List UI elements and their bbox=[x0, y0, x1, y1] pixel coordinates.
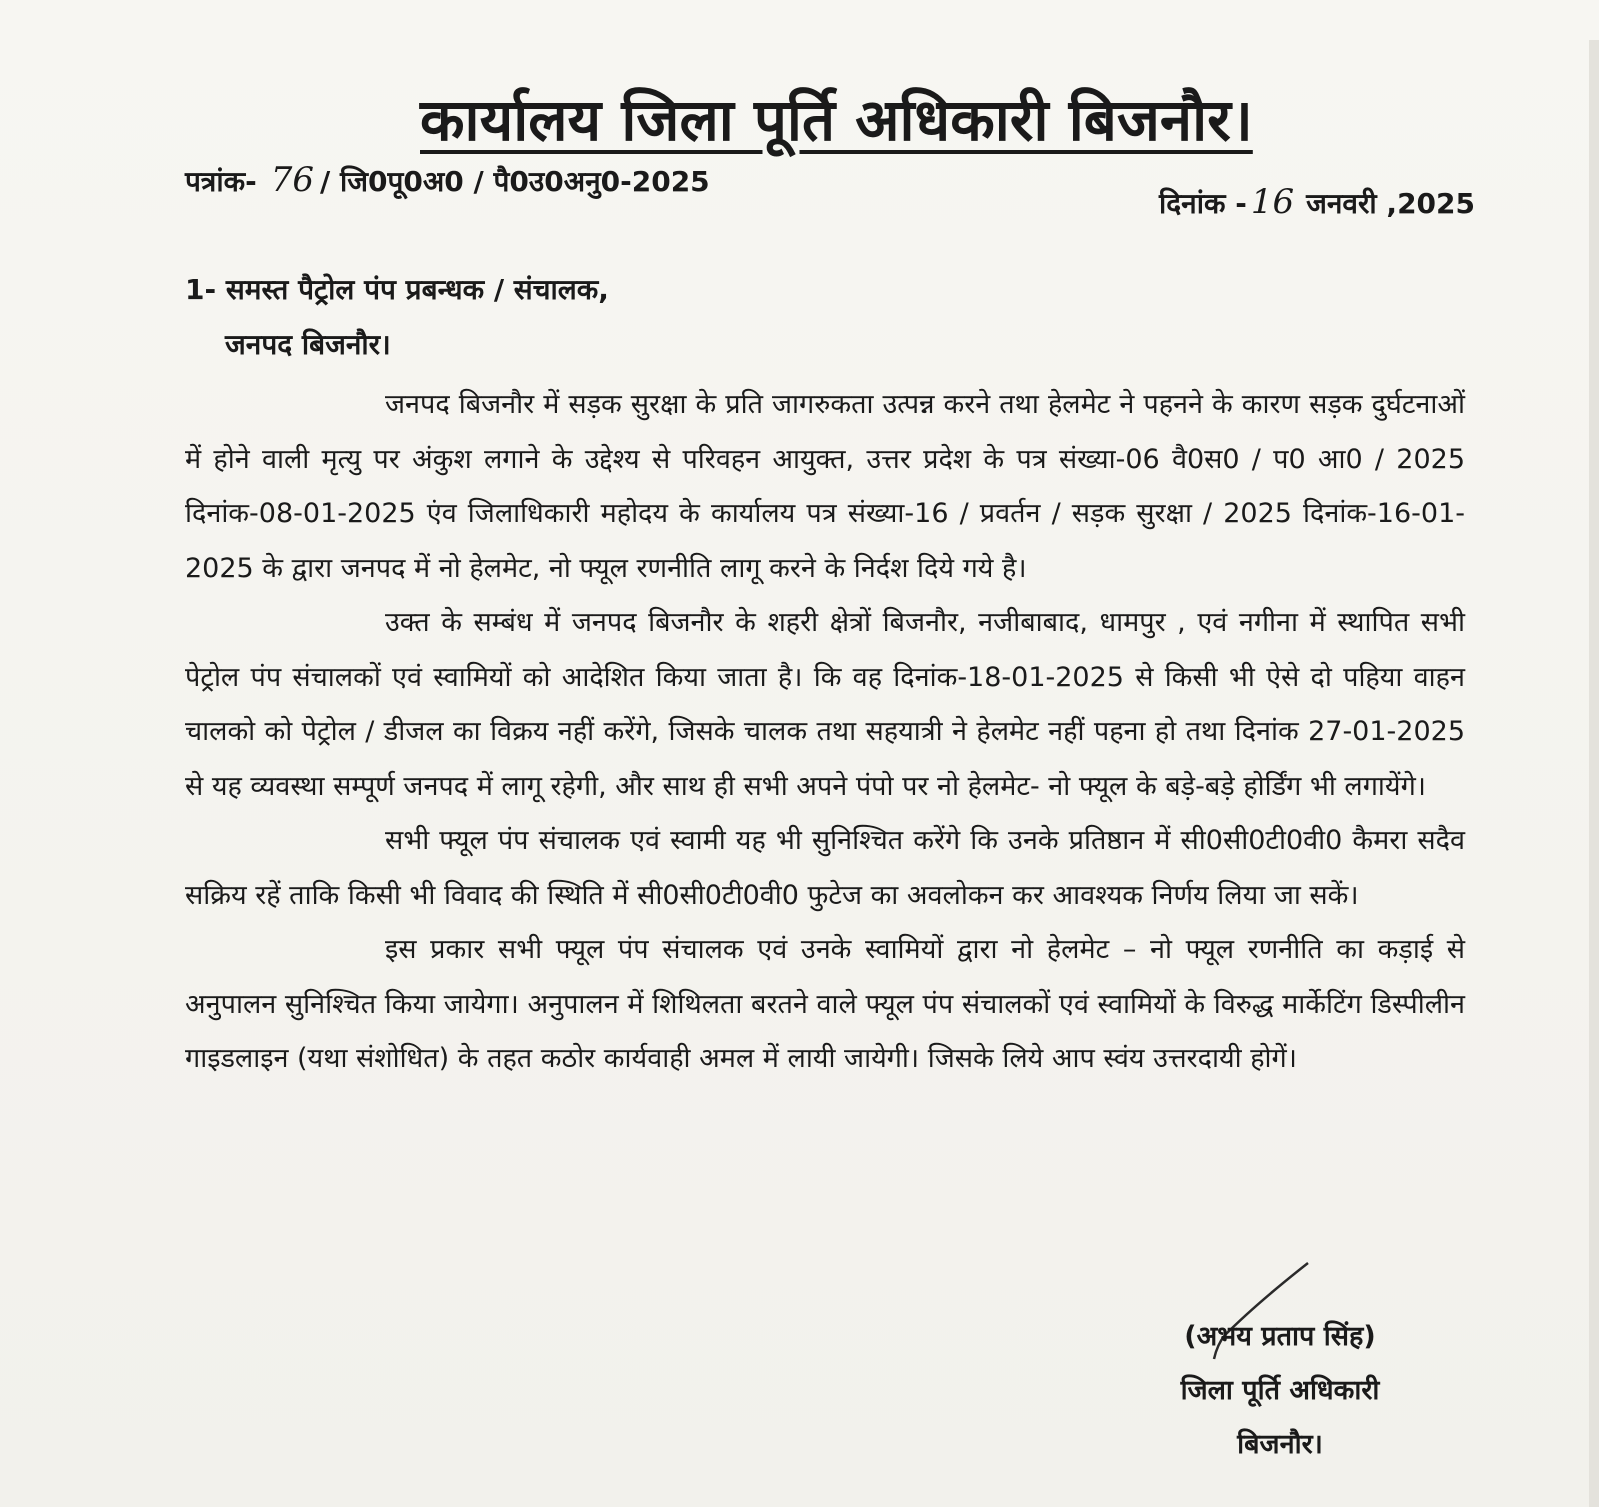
date-day-handwritten: 16 bbox=[1250, 182, 1295, 222]
signatory-designation: जिला पूर्ति अधिकारी bbox=[1180, 1375, 1380, 1406]
letter-date bbox=[1159, 182, 1475, 222]
body-paragraph-3: सभी फ्यूल पंप संचालक एवं स्वामी यह भी सुनिश्चित करेंगे कि उनके प्रतिष्ठान में सी0सी0टी0वी0 कैमरा सदैव सक्रिय रहें ताकि किसी भी विवाद की स्थिति में सी0सी0टी0वी0 फुटेज का अवलोकन कर आवश्यक निर्णय लिया जा सकें। bbox=[185, 825, 1465, 911]
office-title: कार्यालय जिला पूर्ति अधिकारी बिजनौर। bbox=[420, 86, 1253, 154]
letter-body bbox=[185, 378, 1465, 1087]
body-paragraph-2: उक्त के सम्बंध में जनपद बिजनौर के शहरी क्षेत्रों बिजनौर, नजीबाबाद, धामपुर , एवं नगीना में स्थापित सभी पेट्रोल पंप संचालकों एवं स्वामियों को आदेशित किया जाता है। कि वह दिनांक-18-01-2025 से किसी भी ऐसे दो पहिया वाहन चालको को पेट्रोल / डीजल का विक्रय नहीं करेंगे, जिसके चालक तथा सहयात्री ने हेलमेट नहीं पहना हो तथा दिनांक 27-01-2025 से यह व्यवस्था सम्पूर्ण जनपद में लागू रहेगी, और साथ ही सभी अपने पंपो पर नो हेलमेट- नो फ्यूल के बड़े-बड़े होर्डिंग भी लगायेंगे। bbox=[185, 607, 1465, 802]
addressee-line-2: जनपद बिजनौर। bbox=[225, 328, 391, 361]
letter-reference bbox=[185, 160, 710, 200]
date-prefix: दिनांक - bbox=[1159, 187, 1247, 220]
body-paragraph-1: जनपद बिजनौर में सड़क सुरक्षा के प्रति जागरुकता उत्पन्न करने तथा हेलमेट ने पहनने के कारण सड़क दुर्घटनाओं में होने वाली मृत्यु पर अंकुश लगाने के उद्देश्य से परिवहन आयुक्त, उत्तर प्रदेश के पत्र संख्या-06 वै0स0 / प0 आ0 / 2025 दिनांक-08-01-2025 एंव जिलाधिकारी महोदय के कार्यालय पत्र संख्या-16 / प्रवर्तन / सड़क सुरक्षा / 2025 दिनांक-16-01-2025 के द्वारा जनपद में नो हेलमेट, नो फ्यूल रणनीति लागू करने के निर्दश दिये गये है। bbox=[185, 389, 1465, 584]
paper-edge bbox=[1589, 40, 1599, 1507]
addressee-line-1: 1- समस्त पैट्रोल पंप प्रबन्धक / संचालक, bbox=[185, 273, 609, 306]
ref-suffix: / जि0पू0अ0 / पै0उ0अनु0-2025 bbox=[320, 165, 710, 198]
signatory-name: (अभय प्रताप सिंह) bbox=[1184, 1321, 1376, 1352]
reference-row bbox=[185, 160, 1475, 230]
ref-prefix: पत्रांक- bbox=[185, 165, 257, 198]
signature-block bbox=[1130, 1310, 1430, 1472]
body-paragraph-4: इस प्रकार सभी फ्यूल पंप संचालक एवं उनके स्वामियों द्वारा नो हेलमेट – नो फ्यूल रणनीति का कड़ाई से अनुपालन सुनिश्चित किया जायेगा। अनुपालन में शिथिलता बरतने वाले फ्यूल पंप संचालकों एवं स्वामियों के विरुद्ध मार्केटिंग डिस्पीलीन गाइडलाइन (यथा संशोधित) के तहत कठोर कार्यवाही अमल में लायी जायेगी। जिसके लिये आप स्वंय उत्तरदायी होगें। bbox=[185, 934, 1465, 1074]
signatory-place: बिजनौर। bbox=[1237, 1429, 1323, 1460]
date-suffix: जनवरी ,2025 bbox=[1306, 187, 1475, 220]
ref-number-handwritten: 76 bbox=[270, 160, 315, 200]
